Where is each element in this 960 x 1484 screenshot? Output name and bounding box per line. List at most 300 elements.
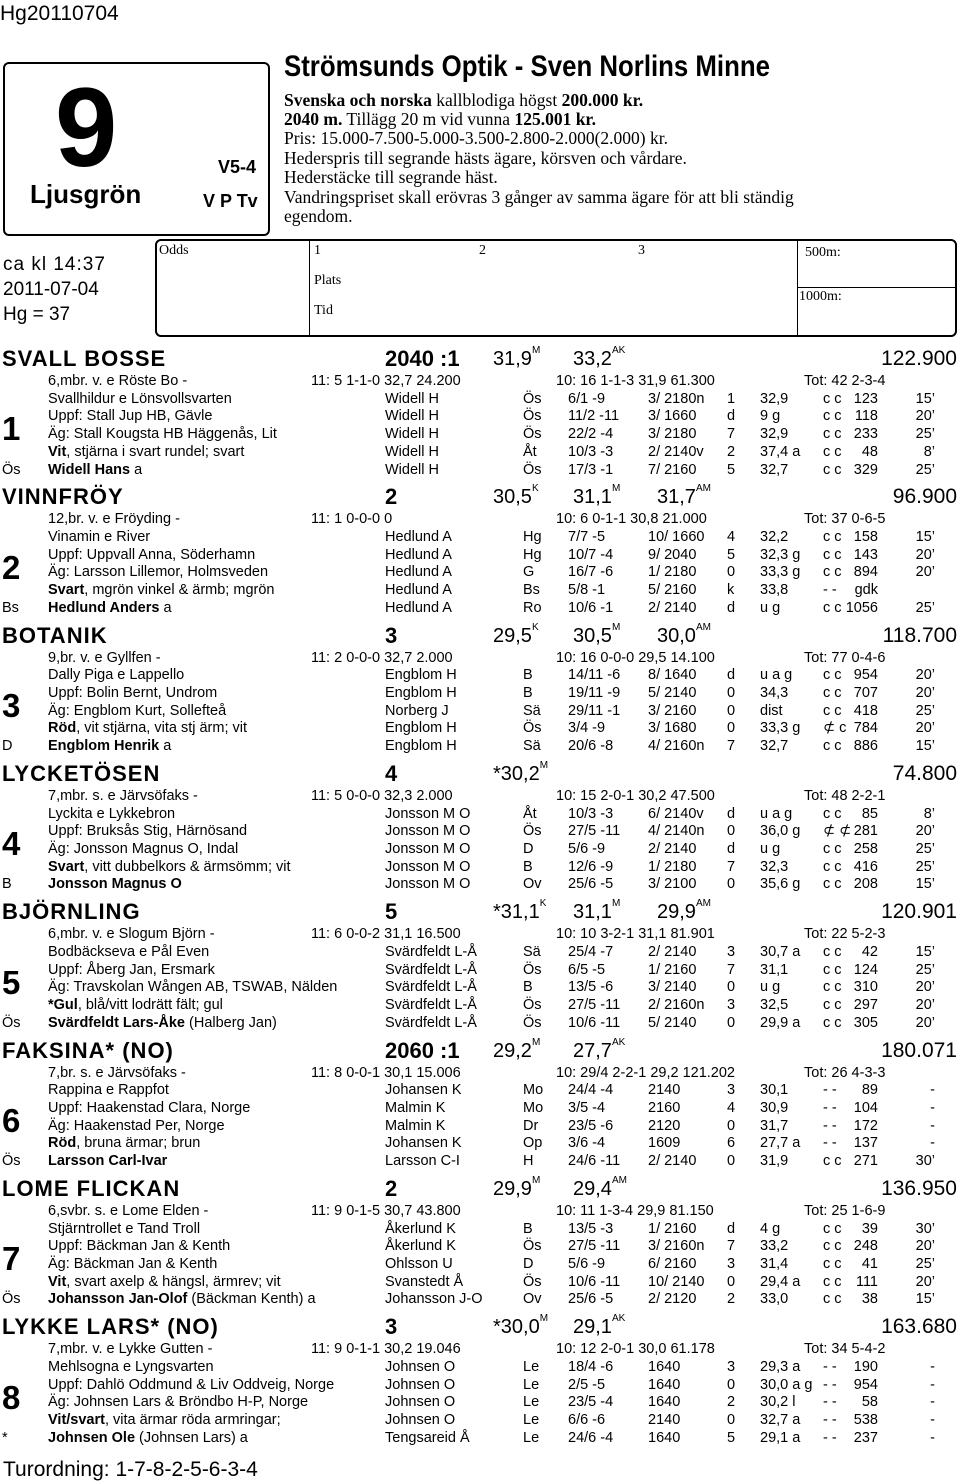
start-cell: Ös xyxy=(523,1238,542,1255)
start-cell: 30,0 a g xyxy=(760,1376,813,1393)
color-rest: , vitt dubbelkors & ärmsömm; vit xyxy=(84,858,291,875)
tid-label: Tid xyxy=(314,303,333,318)
start-cell: 5/6 -9 xyxy=(568,841,606,857)
horse-owner: Äg: Larsson Lillemor, Holmsveden xyxy=(48,564,269,581)
start-cell: 1640 xyxy=(648,1376,681,1393)
start-cell: 58 xyxy=(861,1394,878,1411)
start-cell: 39 xyxy=(861,1220,878,1237)
color-rest: , vita ärmar röda armringar; xyxy=(104,1411,281,1428)
start-cell: 31,7 xyxy=(760,1117,789,1134)
horse-home-track: B xyxy=(2,876,12,893)
horse-breeder: Uppf: Åberg Jan, Ersmark xyxy=(48,961,215,978)
stats-2011: 11: 2 0-0-0 32,7 2.000 xyxy=(311,649,453,666)
start-cell: - xyxy=(930,1117,935,1134)
start-cell: 5 xyxy=(727,461,736,478)
start-cell: 25/4 -7 xyxy=(568,943,614,960)
horse-pedigree: Svallhildur e Lönsvollsvarten xyxy=(48,390,232,407)
start-cell: B xyxy=(523,1220,533,1237)
horse-breeder: Uppf: Bruksås Stig, Härnösand xyxy=(48,823,248,840)
start-cell: 2 xyxy=(727,1394,736,1411)
plats-label: Plats xyxy=(314,273,342,288)
horse-home-track: Bs xyxy=(2,599,19,616)
start-cell: 10/ 2140 xyxy=(648,1273,705,1290)
start-cell: 3 xyxy=(727,1358,736,1375)
start-cell: 886 xyxy=(853,738,878,755)
horse-driver: Jonsson Magnus O xyxy=(48,876,182,893)
start-cell: 25’ xyxy=(915,461,935,478)
horse-record xyxy=(657,898,711,924)
record-type: AK xyxy=(611,345,626,356)
horse-info: 7,mbr. s. e Järvsöfaks - xyxy=(48,787,198,804)
stats-2011: 11: 9 0-1-1 30,2 19.046 xyxy=(311,1341,461,1358)
start-cell: - - xyxy=(823,1082,837,1099)
start-cell: 1 xyxy=(727,390,736,407)
start-cell: c c xyxy=(823,738,842,755)
start-cell: 32,7 xyxy=(760,738,789,755)
start-cell: 7/7 -5 xyxy=(568,529,606,545)
start-cell: 15’ xyxy=(915,943,935,960)
start-cell: 10/3 -3 xyxy=(568,443,614,460)
horse-home-track: Ös xyxy=(2,1014,21,1031)
driver-name: Svärdfeldt Lars-Åke xyxy=(48,1014,185,1031)
start-cell: 29/11 -1 xyxy=(568,702,621,719)
start-cell: - - xyxy=(823,1099,837,1116)
start-cell: Jonsson M O xyxy=(385,805,471,822)
start-cell: c c xyxy=(823,997,842,1013)
start-cell: 25’ xyxy=(915,702,935,719)
start-cell: 22/2 -4 xyxy=(568,426,614,443)
start-cell: Svärdfeldt L-Å xyxy=(385,943,477,960)
color-main: Röd xyxy=(48,1135,77,1152)
start-cell: 20’ xyxy=(915,408,935,425)
start-cell: 5/8 -1 xyxy=(568,582,606,599)
horse-record xyxy=(493,1313,549,1339)
start-cell: 10/6 -11 xyxy=(568,1273,621,1290)
horse-breeder: Uppf: Bäckman Jan & Kenth xyxy=(48,1238,231,1255)
start-cell: 11/2 -11 xyxy=(568,408,620,425)
start-cell: 34,3 xyxy=(760,685,789,701)
running-order: Turordning: 1-7-8-2-5-6-3-4 xyxy=(3,1458,258,1481)
start-cell: 32,5 xyxy=(760,997,789,1013)
record-type: M xyxy=(531,1036,541,1048)
start-cell: 32,7 a xyxy=(760,1411,801,1428)
start-cell: 31,1 xyxy=(760,961,789,978)
start-cell: Bs xyxy=(523,582,540,599)
start-cell: 7 xyxy=(727,961,736,978)
start-cell: Ös xyxy=(523,961,542,978)
start-cell: c c xyxy=(823,961,842,978)
start-cell: c c xyxy=(823,564,842,581)
driver-name: Widell Hans xyxy=(48,461,131,478)
driver-note: (Bäckman Kenth) xyxy=(187,1291,304,1308)
start-cell: c c xyxy=(823,426,842,443)
start-cell: c c xyxy=(823,1273,842,1290)
start-cell: Norberg J xyxy=(385,702,449,719)
start-cell: c c xyxy=(823,858,842,875)
stats-total: Tot: 77 0-4-6 xyxy=(804,649,886,666)
start-cell: c c xyxy=(823,841,842,857)
horse-driver xyxy=(48,1015,277,1031)
horse-owner: Äg: Johnsen Lars & Bröndbo H-P, Norge xyxy=(48,1394,309,1411)
start-cell: 8/ 1640 xyxy=(648,667,697,684)
start-cell: 30,9 xyxy=(760,1099,789,1116)
start-cell: Le xyxy=(523,1358,540,1375)
start-cell: 15’ xyxy=(915,390,935,407)
m500-label: 500m: xyxy=(805,245,841,260)
horse-earnings: 122.900 xyxy=(881,347,957,370)
start-cell: 954 xyxy=(853,1376,878,1393)
record-type: K xyxy=(531,483,539,495)
start-cell: 2/ 2140 xyxy=(648,841,697,857)
start-cell: 3/ 2160 xyxy=(648,702,697,719)
start-cell: 20’ xyxy=(915,667,935,684)
start-cell: Johnsen O xyxy=(385,1411,456,1428)
start-cell: Åt xyxy=(523,443,537,460)
start-cell: Ro xyxy=(523,599,542,616)
start-cell: u g xyxy=(760,841,781,857)
start-cell: Svärdfeldt L-Å xyxy=(385,979,477,996)
start-cell: 7 xyxy=(727,858,736,875)
stats-2011: 11: 8 0-0-1 30,1 15.006 xyxy=(311,1064,461,1081)
horse-home-track: Ös xyxy=(2,1153,21,1169)
start-cell: 0 xyxy=(727,876,736,893)
start-cell: 33,8 xyxy=(760,582,789,599)
horse-breeder: Uppf: Dahlö Oddmund & Liv Oddveig, Norge xyxy=(48,1376,335,1393)
start-cell: 38 xyxy=(861,1291,878,1308)
start-cell: Le xyxy=(523,1429,540,1446)
horse-pedigree: Bodbäckseva e Pål Even xyxy=(48,943,210,960)
start-cell: 3/ 1680 xyxy=(648,720,697,737)
horse-distance: 3 xyxy=(385,622,398,648)
start-cell: Engblom H xyxy=(385,667,457,684)
start-cell: 237 xyxy=(853,1429,878,1446)
start-cell: 894 xyxy=(853,564,878,581)
start-cell: 23/5 -4 xyxy=(568,1394,614,1411)
start-cell: 111 xyxy=(855,1273,878,1290)
start-cell: Åkerlund K xyxy=(385,1220,456,1237)
horse-pedigree: Vinamin e River xyxy=(48,529,151,545)
record-type: M xyxy=(539,759,549,771)
race-condition-2: 2040 m. Tillägg 20 m vid vunna 125.001 kr. xyxy=(284,109,596,129)
start-cell: Widell H xyxy=(385,390,439,407)
horse-owner: Äg: Jonsson Magnus O, Indal xyxy=(48,841,239,857)
start-cell: 3/ 1660 xyxy=(648,408,697,425)
start-cell: Ov xyxy=(523,1291,542,1308)
start-cell: Widell H xyxy=(385,408,439,425)
record-time: 30,0 xyxy=(657,624,696,647)
record-time: 27,7 xyxy=(573,1039,612,1062)
start-cell: ⊄ c xyxy=(823,720,847,737)
start-cell: c c xyxy=(823,1238,842,1255)
start-cell: c c xyxy=(823,1255,842,1272)
start-cell: 30,1 xyxy=(760,1082,789,1099)
start-cell: 4 g xyxy=(760,1220,781,1237)
start-cell: G xyxy=(523,564,535,581)
start-cell: 20’ xyxy=(915,997,935,1013)
start-cell: 30,2 l xyxy=(760,1394,796,1411)
start-cell: 10/7 -4 xyxy=(568,546,614,563)
stats-2010: 10: 11 1-3-4 29,9 81.150 xyxy=(556,1202,714,1219)
start-cell: 3/ 2100 xyxy=(648,876,697,893)
race-color: Ljusgrön xyxy=(30,179,142,209)
start-cell: Johnsen O xyxy=(385,1394,456,1411)
stats-2010: 10: 10 3-2-1 31,1 81.901 xyxy=(556,926,715,943)
color-main: Svart xyxy=(48,582,85,599)
horse-number: 2 xyxy=(2,548,21,586)
driver-class: a xyxy=(159,599,172,616)
start-cell: 31,9 xyxy=(760,1153,789,1169)
start-cell: 5/ 2140 xyxy=(648,1014,697,1031)
driver-class: a xyxy=(159,738,172,755)
start-cell: 1/ 2160 xyxy=(648,1220,697,1237)
start-cell: 24/6 -4 xyxy=(568,1429,614,1446)
stats-2011: 11: 9 0-1-5 30,7 43.800 xyxy=(311,1202,461,1219)
race-condition-7: egendom. xyxy=(284,206,353,226)
horse-info: 6,mbr. v. e Slogum Björn - xyxy=(48,926,215,943)
start-cell: 32,3 g xyxy=(760,546,801,563)
start-cell: Johnsen O xyxy=(385,1358,456,1375)
start-cell: Johansson J-O xyxy=(385,1291,483,1308)
horse-info: 7,mbr. v. e Lykke Gutten - xyxy=(48,1341,213,1358)
horse-pedigree: Dally Piga e Lappello xyxy=(48,667,185,684)
start-cell: 416 xyxy=(853,858,878,875)
record-type: AM xyxy=(695,898,711,910)
horse-colors xyxy=(48,1412,281,1428)
start-cell: Mo xyxy=(523,1099,544,1116)
horse-name: FAKSINA* (NO) xyxy=(2,1037,174,1063)
horse-distance: 2060 :1 xyxy=(385,1037,460,1063)
start-cell: - - xyxy=(823,1135,837,1152)
stats-2010: 10: 12 2-0-1 30,0 61.178 xyxy=(556,1341,715,1358)
start-cell: 10/6 -11 xyxy=(568,1014,621,1031)
record-time: 29,5 xyxy=(493,624,532,647)
track-condition: Hg = 37 xyxy=(3,304,71,325)
horse-pedigree: Lyckita e Lykkebron xyxy=(48,805,176,822)
start-cell: 41 xyxy=(861,1255,878,1272)
start-cell: 20’ xyxy=(915,1273,935,1290)
start-cell: Widell H xyxy=(385,443,439,460)
horse-info: 12,br. v. e Fröyding - xyxy=(48,511,180,528)
start-cell: 3/ 2180 xyxy=(648,426,697,443)
start-cell: c c xyxy=(823,1014,842,1031)
stats-2011: 11: 6 0-0-2 31,1 16.500 xyxy=(311,926,461,943)
horse-number: 8 xyxy=(2,1378,21,1416)
horse-number: 3 xyxy=(2,687,21,724)
start-cell: 6/ 2160 xyxy=(648,1255,697,1272)
start-cell: 1/ 2180 xyxy=(648,858,697,875)
start-cell: 281 xyxy=(853,823,878,840)
start-cell: 27/5 -11 xyxy=(568,823,621,840)
start-cell: c c xyxy=(823,1291,842,1308)
horse-name: SVALL BOSSE xyxy=(2,346,167,371)
start-cell: c c xyxy=(823,529,842,545)
start-cell: Dr xyxy=(523,1117,539,1134)
start-cell: 3/ 2180n xyxy=(648,390,705,407)
start-cell: 3 xyxy=(727,1082,736,1099)
start-cell: c c xyxy=(823,702,842,719)
horse-distance: 2 xyxy=(385,1175,398,1201)
horse-record xyxy=(493,621,539,648)
start-cell: 10/3 -3 xyxy=(568,805,614,822)
start-cell: 954 xyxy=(853,667,878,684)
record-type: AM xyxy=(611,1174,627,1186)
color-main: Vit xyxy=(48,443,67,460)
record-time: *30,0 xyxy=(493,1316,540,1339)
start-cell: 3/4 -9 xyxy=(568,720,606,737)
horse-name: VINNFRÖY xyxy=(2,484,124,510)
start-cell: 6/6 -6 xyxy=(568,1411,606,1428)
record-type: M xyxy=(611,898,621,910)
start-cell: 7 xyxy=(727,738,736,755)
start-cell: Ös xyxy=(523,461,542,478)
record-type: AM xyxy=(695,483,711,495)
horse-record xyxy=(573,1036,626,1063)
horse-info: 7,br. s. e Järvsöfaks - xyxy=(48,1064,186,1081)
horse-earnings: 118.700 xyxy=(882,623,957,647)
race-prizes: Pris: 15.000-7.500-5.000-3.500-2.800-2.000(2.000) kr. xyxy=(284,128,669,148)
start-cell: c c xyxy=(823,443,842,460)
horse-colors xyxy=(48,720,247,736)
start-cell: 30’ xyxy=(915,1153,935,1169)
horse-breeder: Uppf: Uppvall Anna, Söderhamn xyxy=(48,546,256,563)
vptv-label: V P Tv xyxy=(203,191,258,211)
record-time: 31,7 xyxy=(657,486,696,509)
start-cell: 29,9 a xyxy=(760,1014,801,1031)
start-cell: Malmin K xyxy=(385,1099,446,1116)
start-cell: 20’ xyxy=(915,823,935,840)
start-cell: 0 xyxy=(727,702,736,719)
horse-number: 5 xyxy=(2,963,21,1001)
start-cell: Ös xyxy=(523,390,542,407)
horse-record xyxy=(573,621,621,648)
start-cell: Engblom H xyxy=(385,738,457,755)
document-id: Hg20110704 xyxy=(0,2,119,25)
race-date: 2011-07-04 xyxy=(3,279,99,300)
start-cell: 5 xyxy=(727,1429,736,1446)
start-cell: Johansen K xyxy=(385,1135,462,1152)
stats-total: Tot: 42 2-3-4 xyxy=(804,373,886,389)
horse-name: LYKKE LARS* (NO) xyxy=(2,1314,219,1340)
record-type: M xyxy=(611,621,621,633)
start-cell: Larsson C-I xyxy=(385,1153,460,1169)
start-cell: 25’ xyxy=(915,841,935,857)
start-cell: d xyxy=(727,667,736,684)
start-cell: 1056 xyxy=(845,599,878,616)
color-main: Svart xyxy=(48,858,85,875)
start-cell: 37,4 a xyxy=(760,443,801,460)
horse-home-track: Ös xyxy=(2,1291,21,1308)
stats-2010: 10: 6 0-1-1 30,8 21.000 xyxy=(556,511,707,528)
start-cell: 25’ xyxy=(915,1255,935,1272)
start-cell: Op xyxy=(523,1135,543,1152)
start-cell: 14/11 -6 xyxy=(568,667,621,684)
start-cell: 23/5 -6 xyxy=(568,1117,614,1134)
start-cell: Malmin K xyxy=(385,1117,446,1134)
start-cell: 33,0 xyxy=(760,1291,789,1308)
record-time: *31,1 xyxy=(493,901,540,924)
start-cell: 8’ xyxy=(923,805,935,822)
horse-driver xyxy=(48,1291,316,1307)
start-cell: 2160 xyxy=(648,1099,681,1116)
stats-total: Tot: 26 4-3-3 xyxy=(804,1064,886,1081)
start-cell: 172 xyxy=(853,1117,878,1134)
start-cell: Ös xyxy=(523,1273,542,1290)
start-cell: - xyxy=(930,1411,935,1428)
start-cell: c c xyxy=(823,685,842,701)
start-cell: - xyxy=(930,1135,935,1152)
start-cell: 2140 xyxy=(648,1082,681,1099)
start-cell: 2/ 2120 xyxy=(648,1291,697,1308)
start-cell: 2 xyxy=(727,1291,736,1308)
start-cell: Tengsareid Å xyxy=(385,1429,470,1446)
race-title: Strömsunds Optik - Sven Norlins Minne xyxy=(284,50,770,83)
start-cell: 123 xyxy=(853,390,878,407)
start-cell: D xyxy=(523,1255,534,1272)
start-cell: 2/ 2140 xyxy=(648,1153,697,1169)
horse-colors xyxy=(48,1274,281,1290)
start-cell: 32,7 xyxy=(760,461,789,478)
start-cell: 48 xyxy=(861,443,878,460)
start-cell: 31,4 xyxy=(760,1255,789,1272)
start-cell: 29,3 a xyxy=(760,1358,801,1375)
start-cell: 3 xyxy=(727,943,736,960)
start-cell: 32,2 xyxy=(760,529,789,545)
horse-colors xyxy=(48,444,244,460)
start-cell: 33,3 g xyxy=(760,564,801,581)
race-condition-6: Vandringspriset skall erövras 3 gånger av samma ägare för att bli ständig xyxy=(284,187,794,207)
race-number: 9 xyxy=(55,65,118,190)
start-cell: 10/ 1660 xyxy=(648,529,705,545)
record-time: 29,4 xyxy=(573,1177,612,1200)
start-cell: 0 xyxy=(727,823,736,840)
start-cell: 0 xyxy=(727,1411,736,1428)
start-cell: 3/6 -4 xyxy=(568,1135,606,1152)
start-cell: 85 xyxy=(861,805,878,822)
start-cell: 32,9 xyxy=(760,426,789,443)
start-cell: 25’ xyxy=(915,426,935,443)
stats-2010: 10: 29/4 2-2-1 29,2 121.202 xyxy=(556,1064,735,1081)
start-cell: 25/6 -5 xyxy=(568,876,614,893)
stats-2010: 10: 16 0-0-0 29,5 14.100 xyxy=(556,649,715,666)
start-cell: 297 xyxy=(853,997,878,1013)
start-cell: 19/11 -9 xyxy=(568,685,621,701)
horse-earnings: 136.950 xyxy=(881,1176,957,1200)
start-cell: Svärdfeldt L-Å xyxy=(385,997,477,1013)
color-rest: , mgrön vinkel & ärmb; mgrön xyxy=(84,582,275,599)
start-cell: 7/ 2160 xyxy=(648,461,697,478)
start-cell: 4 xyxy=(727,529,736,545)
start-cell: k xyxy=(727,582,735,599)
horse-record xyxy=(657,621,711,648)
stats-2011: 11: 5 0-0-0 32,3 2.000 xyxy=(311,787,453,804)
horse-driver: Larsson Carl-Ivar xyxy=(48,1153,168,1169)
start-cell: 2120 xyxy=(648,1117,681,1134)
start-cell: 25’ xyxy=(915,599,935,616)
horse-earnings: 120.901 xyxy=(881,900,957,924)
start-cell: d xyxy=(727,599,736,616)
start-cell: 0 xyxy=(727,979,736,996)
start-cell: 2/5 -5 xyxy=(568,1376,606,1393)
horse-breeder: Uppf: Stall Jup HB, Gävle xyxy=(48,408,213,425)
color-main: *Gul xyxy=(48,997,78,1013)
start-cell: 12/6 -9 xyxy=(568,858,614,875)
start-cell: 10/6 -1 xyxy=(568,599,614,616)
horse-pedigree: Mehlsogna e Lyngsvarten xyxy=(48,1358,214,1375)
start-cell: 1609 xyxy=(648,1135,681,1152)
start-cell: Ohlsson U xyxy=(385,1255,453,1272)
place-3-label: 3 xyxy=(638,243,645,258)
start-cell: 310 xyxy=(853,979,878,996)
